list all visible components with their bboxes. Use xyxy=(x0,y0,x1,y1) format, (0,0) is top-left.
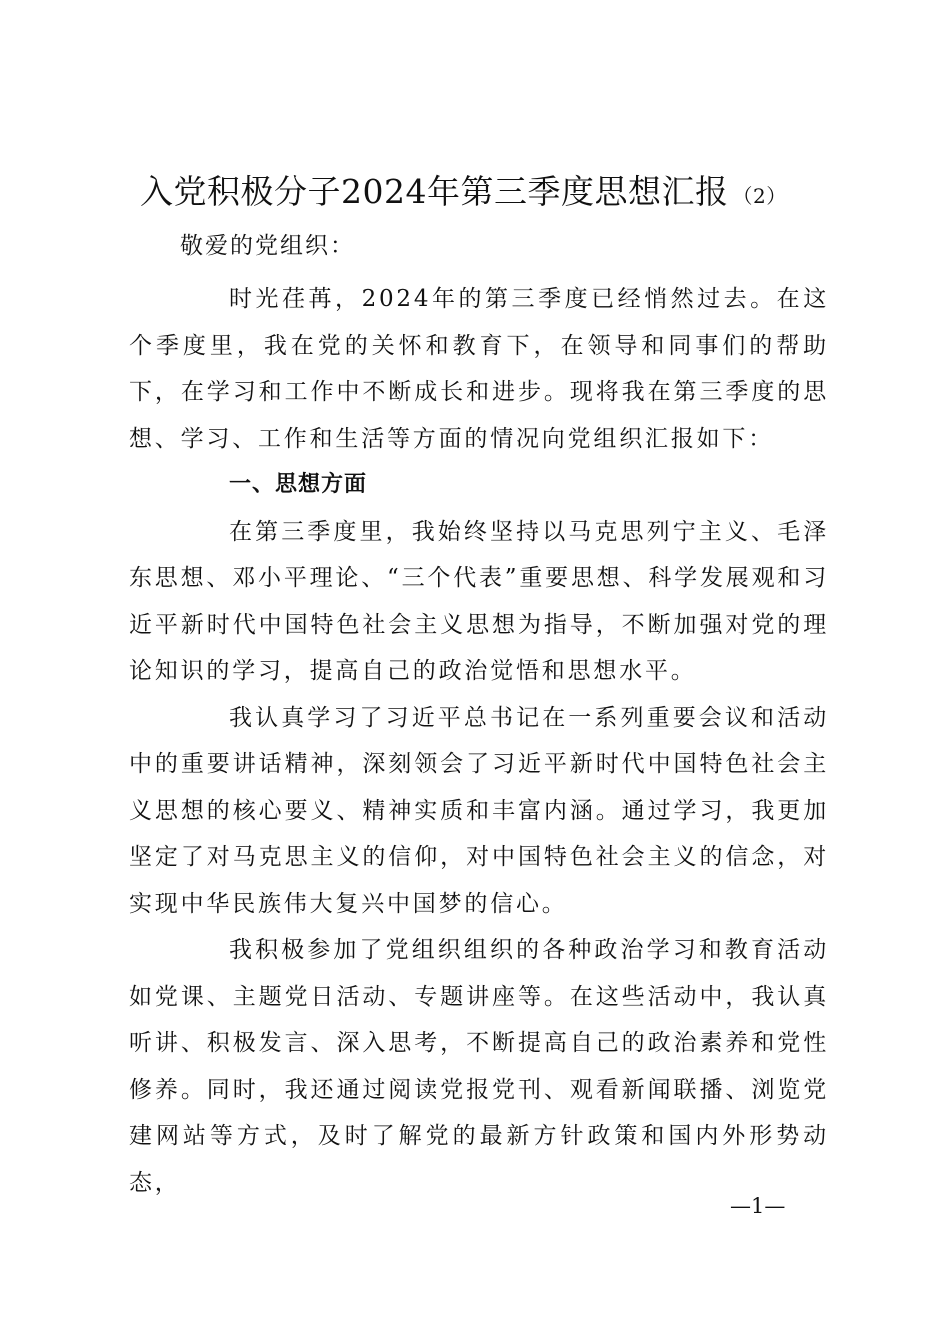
page-number: —1— xyxy=(730,1194,786,1218)
document-body xyxy=(129,276,829,1206)
paragraph-thought-1: 在第三季度里，我始终坚持以马克思列宁主义、毛泽东思想、邓小平理论、“三个代表”重要思想、科学发展观和习近平新时代中国特色社会主义思想为指导，不断加强对党的理论知识的学习，提高自己的政治觉悟和思想水平。 xyxy=(129,518,829,684)
title-text: 入党积极分子2024年第三季度思想汇报 xyxy=(140,172,729,211)
section-heading-thought: 一、思想方面 xyxy=(229,472,368,497)
paragraph-intro: 时光荏苒，2024年的第三季度已经悄然过去。在这个季度里，我在党的关怀和教育下，在领导和同事们的帮助下，在学习和工作中不断成长和进步。现将我在第三季度的思想、学习、工作和生活等方面的情况向党组织汇报如下： xyxy=(129,286,829,452)
document-title xyxy=(140,172,840,216)
paragraph-thought-2: 我认真学习了习近平总书记在一系列重要会议和活动中的重要讲话精神，深刻领会了习近平新时代中国特色社会主义思想的核心要义、精神实质和丰富内涵。通过学习，我更加坚定了对马克思主义的信仰，对中国特色社会主义的信念，对实现中华民族伟大复兴中国梦的信心。 xyxy=(129,704,829,917)
paragraph-thought-3: 我积极参加了党组织组织的各种政治学习和教育活动如党课、主题党日活动、专题讲座等。在这些活动中，我认真听讲、积极发言、深入思考，不断提高自己的政治素养和党性修养。同时，我还通过阅读党报党刊、观看新闻联播、浏览党建网站等方式，及时了解党的最新方针政策和国内外形势动态， xyxy=(129,937,829,1196)
salutation: 敬爱的党组织： xyxy=(180,233,355,259)
title-suffix: （2） xyxy=(732,184,787,208)
